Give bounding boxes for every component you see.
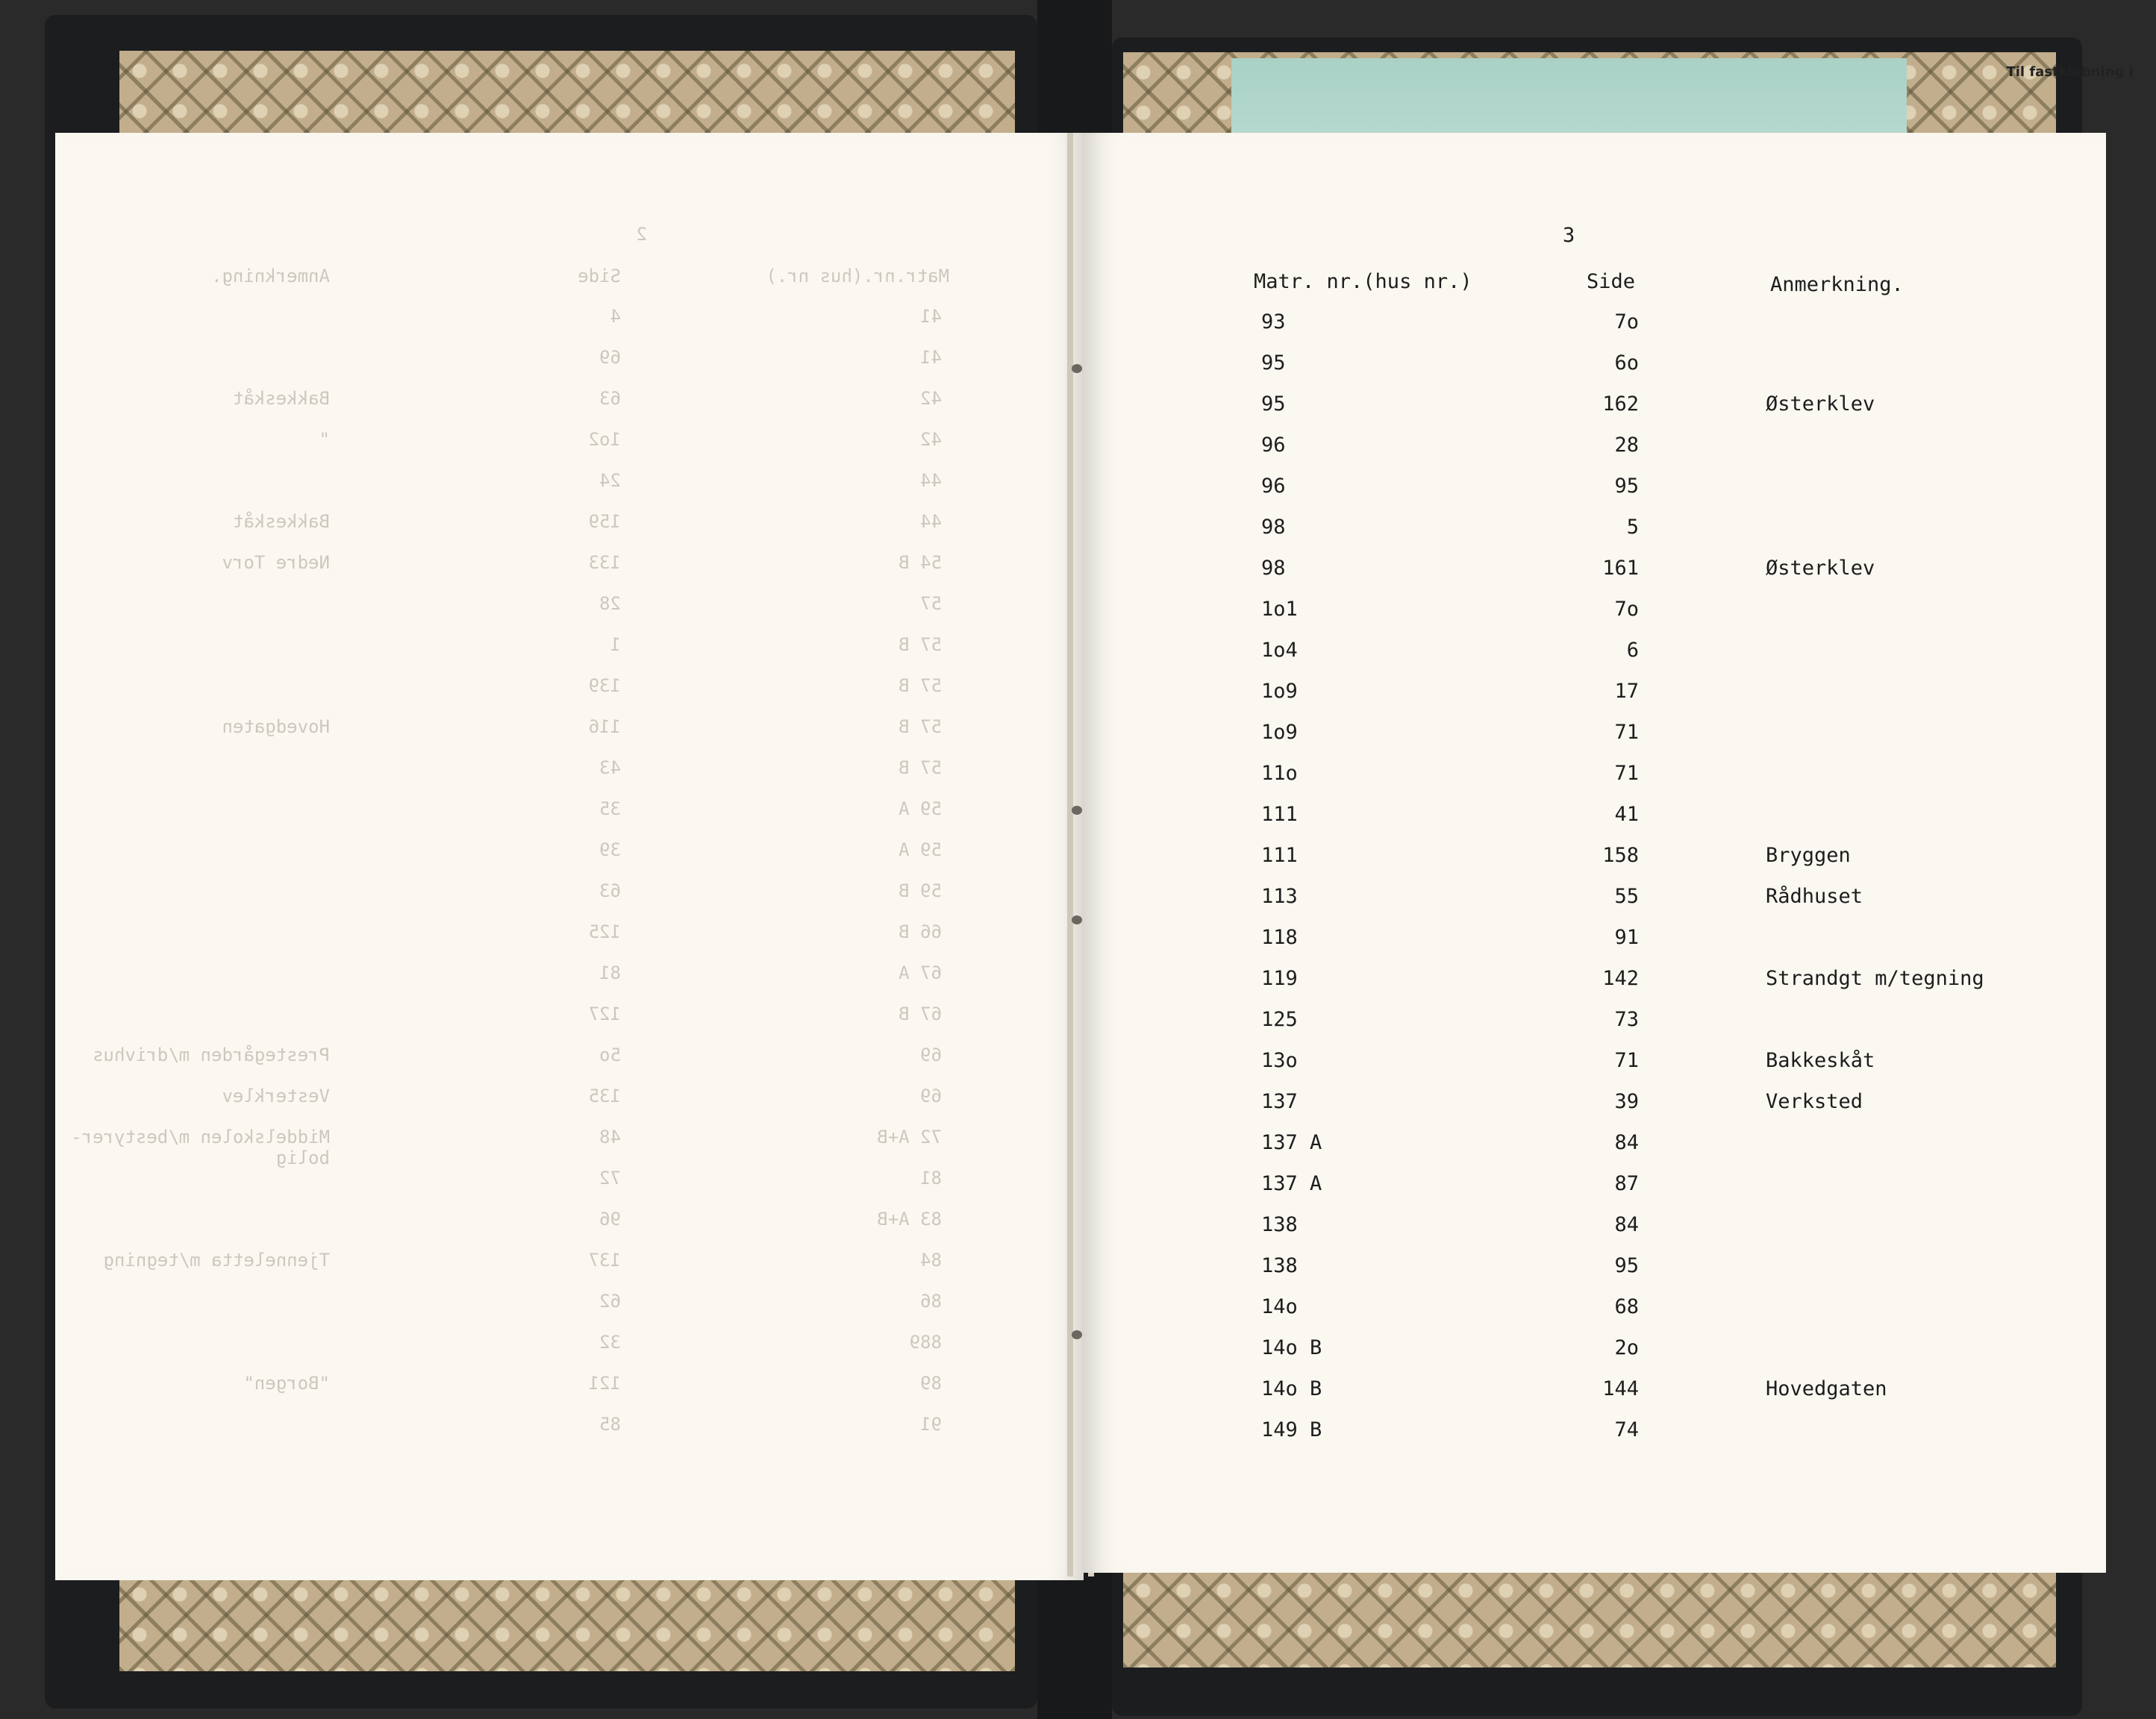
ghost-row-side: 39 xyxy=(599,839,621,860)
ghost-row-matr: 91 xyxy=(920,1414,942,1435)
row-side: 142 xyxy=(1602,967,1639,990)
ghost-row-side: 133 xyxy=(588,552,621,573)
ghost-row-matr: 57 B xyxy=(899,716,942,737)
row-matr: 1o9 xyxy=(1261,721,1298,744)
row-matr: 149 B xyxy=(1261,1418,1322,1441)
row-anm: Bryggen xyxy=(1766,844,1851,867)
ghost-row-side: 135 xyxy=(588,1086,621,1106)
ghost-row-side: 63 xyxy=(599,388,621,409)
ghost-row-anm: Nedre Torv xyxy=(222,552,330,573)
ghost-row-matr: 84 xyxy=(920,1250,942,1271)
row-side: 162 xyxy=(1602,392,1639,416)
ghost-row-side: 116 xyxy=(588,716,621,737)
ghost-row-side: 69 xyxy=(599,347,621,368)
right-header-anm: Anmerkning. xyxy=(1770,273,1904,296)
ghost-row-side: 159 xyxy=(588,511,621,532)
ghost-row-side: 85 xyxy=(599,1414,621,1435)
ghost-row-matr: 67 A xyxy=(899,962,942,983)
row-side: 2o xyxy=(1614,1336,1639,1359)
row-matr: 1o4 xyxy=(1261,639,1298,662)
endpaper-right-bottom xyxy=(1123,1571,2056,1668)
ghost-row-matr: 86 xyxy=(920,1291,942,1312)
row-side: 71 xyxy=(1614,762,1639,785)
row-matr: 1o9 xyxy=(1261,680,1298,703)
ghost-row-side: 48 xyxy=(599,1127,621,1147)
row-matr: 11o xyxy=(1261,762,1298,785)
ghost-row-matr: 57 xyxy=(920,593,942,614)
row-matr: 95 xyxy=(1261,351,1286,375)
row-matr: 138 xyxy=(1261,1213,1298,1236)
ghost-row-matr: 41 xyxy=(920,306,942,327)
ghost-row-matr: 44 xyxy=(920,511,942,532)
row-side: 87 xyxy=(1614,1172,1639,1195)
row-matr: 14o B xyxy=(1261,1377,1322,1400)
right-page xyxy=(1082,133,2106,1573)
row-matr: 137 A xyxy=(1261,1172,1322,1195)
left-page xyxy=(55,133,1084,1580)
left-page-number: 2 xyxy=(636,224,647,245)
ghost-row-matr: 89 xyxy=(920,1373,942,1394)
row-anm: Strandgt m/tegning xyxy=(1766,967,1984,990)
row-matr: 137 xyxy=(1261,1090,1298,1113)
row-side: 55 xyxy=(1614,885,1639,908)
row-matr: 113 xyxy=(1261,885,1298,908)
ghost-row-anm: Middelskolen m/bestyrer- bolig xyxy=(71,1127,330,1168)
ghost-row-side: 43 xyxy=(599,757,621,778)
ghost-row-side: 1o2 xyxy=(588,429,621,450)
ghost-row-side: 96 xyxy=(599,1209,621,1230)
row-anm: Bakkeskåt xyxy=(1766,1049,1875,1072)
row-side: 7o xyxy=(1614,310,1639,334)
ghost-row-anm: " xyxy=(319,429,330,450)
ghost-row-side: 62 xyxy=(599,1291,621,1312)
ghost-row-anm: Hovedgaten xyxy=(222,716,330,737)
ghost-row-side: 81 xyxy=(599,962,621,983)
ghost-row-matr: 67 B xyxy=(899,1003,942,1024)
row-anm: Hovedgaten xyxy=(1766,1377,1887,1400)
row-side: 71 xyxy=(1614,721,1639,744)
ghost-row-matr: 59 B xyxy=(899,880,942,901)
ghost-row-matr: 59 A xyxy=(899,839,942,860)
ghost-row-side: 125 xyxy=(588,921,621,942)
row-matr: 125 xyxy=(1261,1008,1298,1031)
ghost-row-matr: 54 B xyxy=(899,552,942,573)
right-page-number: 3 xyxy=(1563,224,1575,247)
row-side: 74 xyxy=(1614,1418,1639,1441)
row-side: 7o xyxy=(1614,598,1639,621)
row-matr: 111 xyxy=(1261,844,1298,867)
ghost-row-side: 4 xyxy=(610,306,621,327)
ghost-row-side: 1 xyxy=(610,634,621,655)
ghost-row-side: 72 xyxy=(599,1168,621,1189)
row-side: 95 xyxy=(1614,1254,1639,1277)
right-header-matr: Matr. nr.(hus nr.) xyxy=(1254,270,1472,293)
row-anm: Verksted xyxy=(1766,1090,1863,1113)
row-matr: 14o B xyxy=(1261,1336,1322,1359)
binding-hole xyxy=(1072,806,1082,815)
ghost-row-side: 121 xyxy=(588,1373,621,1394)
row-matr: 111 xyxy=(1261,803,1298,826)
ghost-row-side: 139 xyxy=(588,675,621,696)
ghost-row-anm: Bakkeskåt xyxy=(232,388,330,409)
right-header-side: Side xyxy=(1587,270,1636,293)
left-header-matr: Matr.nr.(hus nr.) xyxy=(766,266,949,286)
ghost-row-side: 24 xyxy=(599,470,621,491)
ghost-row-anm: Prestegården m/drivhus xyxy=(93,1045,330,1065)
row-side: 28 xyxy=(1614,433,1639,457)
row-side: 158 xyxy=(1602,844,1639,867)
row-side: 68 xyxy=(1614,1295,1639,1318)
ghost-row-matr: 57 B xyxy=(899,757,942,778)
row-side: 84 xyxy=(1614,1131,1639,1154)
ghost-row-side: 32 xyxy=(599,1332,621,1353)
row-side: 84 xyxy=(1614,1213,1639,1236)
ghost-row-matr: 42 xyxy=(920,429,942,450)
row-matr: 96 xyxy=(1261,475,1286,498)
ghost-row-side: 28 xyxy=(599,593,621,614)
row-anm: Østerklev xyxy=(1766,392,1875,416)
row-side: 5 xyxy=(1626,516,1639,539)
ghost-row-matr: 69 xyxy=(920,1045,942,1065)
row-matr: 137 A xyxy=(1261,1131,1322,1154)
row-anm: Rådhuset xyxy=(1766,885,1863,908)
ghost-row-anm: Vesterklev xyxy=(222,1086,330,1106)
ghost-row-matr: 72 A+B xyxy=(877,1127,942,1147)
ghost-row-side: 5o xyxy=(599,1045,621,1065)
endpaper-left-bottom xyxy=(119,1574,1015,1671)
row-matr: 95 xyxy=(1261,392,1286,416)
ghost-row-matr: 66 B xyxy=(899,921,942,942)
ghost-row-matr: 57 B xyxy=(899,675,942,696)
ghost-row-matr: 57 B xyxy=(899,634,942,655)
row-matr: 1o1 xyxy=(1261,598,1298,621)
row-side: 161 xyxy=(1602,557,1639,580)
pasted-slip xyxy=(1231,58,1907,140)
ghost-row-anm: "Borgen" xyxy=(243,1373,330,1394)
row-side: 71 xyxy=(1614,1049,1639,1072)
left-header-anm: Anmerkning. xyxy=(211,266,330,286)
ghost-row-matr: 889 xyxy=(909,1332,942,1353)
ghost-row-matr: 83 A+B xyxy=(877,1209,942,1230)
left-page-bleed-through xyxy=(55,133,1084,1580)
row-matr: 98 xyxy=(1261,516,1286,539)
ghost-row-side: 127 xyxy=(588,1003,621,1024)
binding-hole xyxy=(1072,915,1082,924)
row-side: 95 xyxy=(1614,475,1639,498)
ghost-row-anm: Tjenneletta m/tegning xyxy=(103,1250,330,1271)
page-gutter-left xyxy=(1067,133,1073,1576)
row-side: 6o xyxy=(1614,351,1639,375)
ghost-row-side: 137 xyxy=(588,1250,621,1271)
ghost-row-matr: 42 xyxy=(920,388,942,409)
row-side: 73 xyxy=(1614,1008,1639,1031)
ghost-row-matr: 41 xyxy=(920,347,942,368)
row-matr: 96 xyxy=(1261,433,1286,457)
ghost-row-matr: 69 xyxy=(920,1086,942,1106)
row-matr: 13o xyxy=(1261,1049,1298,1072)
ghost-row-matr: 44 xyxy=(920,470,942,491)
ghost-row-matr: 59 A xyxy=(899,798,942,819)
binding-hole xyxy=(1072,364,1082,373)
ghost-row-anm: Bakkeskåt xyxy=(232,511,330,532)
ghost-row-side: 35 xyxy=(599,798,621,819)
row-side: 6 xyxy=(1626,639,1639,662)
row-matr: 14o xyxy=(1261,1295,1298,1318)
row-matr: 93 xyxy=(1261,310,1286,334)
row-anm: Østerklev xyxy=(1766,557,1875,580)
slip-label: Til fastklebning i xyxy=(2006,64,2134,80)
ghost-row-side: 63 xyxy=(599,880,621,901)
row-side: 17 xyxy=(1614,680,1639,703)
row-matr: 118 xyxy=(1261,926,1298,949)
row-side: 91 xyxy=(1614,926,1639,949)
row-matr: 138 xyxy=(1261,1254,1298,1277)
binding-hole xyxy=(1072,1330,1082,1339)
left-header-side: Side xyxy=(578,266,621,286)
ghost-row-matr: 81 xyxy=(920,1168,942,1189)
row-side: 144 xyxy=(1602,1377,1639,1400)
row-matr: 119 xyxy=(1261,967,1298,990)
row-matr: 98 xyxy=(1261,557,1286,580)
row-side: 41 xyxy=(1614,803,1639,826)
row-side: 39 xyxy=(1614,1090,1639,1113)
